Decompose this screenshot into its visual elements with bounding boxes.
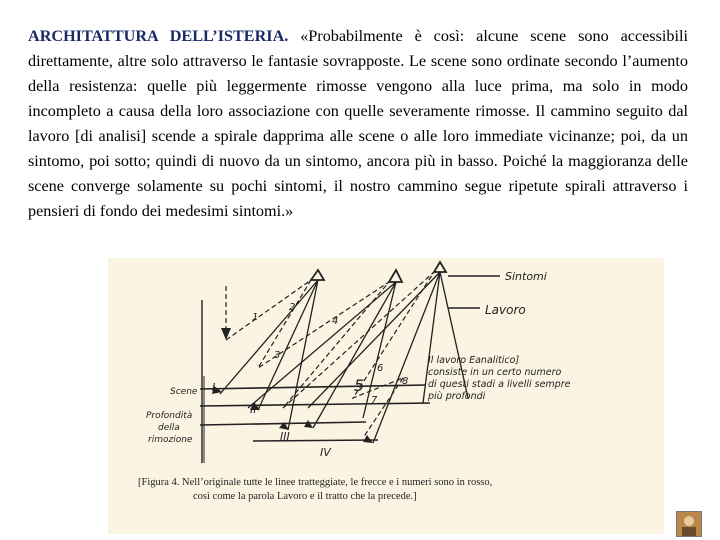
note-line-4: più profondi — [428, 391, 486, 402]
portrait-icon — [677, 512, 701, 536]
hysteria-diagram — [108, 258, 664, 534]
path-line — [258, 280, 318, 410]
level-line-1 — [200, 385, 426, 389]
numeral-i: I — [212, 381, 216, 394]
numeral-iii: III — [280, 430, 290, 443]
path-line — [220, 280, 318, 394]
label-della: della — [158, 423, 180, 433]
symptom-apex-3 — [434, 262, 446, 272]
note-line-3: di questi stadi a livelli sempre — [428, 379, 571, 390]
symptom-apex-2 — [389, 270, 402, 282]
level-line-2 — [200, 403, 430, 406]
dashed-paths — [226, 272, 434, 438]
path-number-6: 6 — [377, 363, 384, 374]
depth-levels — [200, 385, 430, 441]
label-profondita: Profondità — [146, 411, 193, 421]
note-line-2: consiste in un certo numero — [428, 367, 562, 378]
path-number-8: 8 — [402, 376, 409, 387]
legend-lavoro: Lavoro — [485, 303, 526, 317]
symptom-apex-1 — [311, 270, 324, 280]
path-number-2: 2 — [289, 302, 296, 313]
path-number-3: 3 — [274, 350, 281, 361]
caption-line-1: [Figura 4. Nell’originale tutte le linee tratteggiate, le frecce e i numeri sono in rosso, — [138, 477, 493, 488]
dashed-line — [363, 378, 403, 438]
path-number-4: 4 — [332, 316, 339, 327]
paragraph-text: «Probabilmente è così: alcune scene sono accessibili direttamente, altre solo attraverso le fantasie sovrapposte. Le scene sono ordinate secondo l’aumento della resistenza: quelle più leggermente rimosse vengono alla luce prima, ma solo in modo incompleto a causa della loro associazione con quelle severamente rimosse. Il cammino seguito dal lavoro [di analisi] scende a spirale dapprima alle scene o alle loro immediate vicinanze; poi, da un sintomo, poi sotto; quindi di nuovo da un sintomo, ancora più in basso. Poiché la maggioranza delle scene converge solamente su pochi sintomi, il nostro cammino segue ripetute spirali attraverso i pensieri di fondo dei medesimi sintomi.» — [28, 27, 688, 220]
caption-line-2: così come la parola Lavoro e il tratto che la precede.] — [193, 491, 417, 502]
arrow-icon — [304, 420, 313, 428]
path-number-5: 5 — [354, 376, 365, 395]
path-number-1: 1 — [252, 312, 259, 323]
path-number-7: 7 — [371, 395, 378, 406]
arrow-icon — [363, 435, 373, 443]
note-line-1: Il lavoro Eanalitico] — [428, 355, 520, 366]
numeral-iv: IV — [320, 446, 331, 459]
label-scene: Scene — [170, 387, 198, 397]
figure-caption — [138, 476, 608, 504]
section-title: ARCHITATTURA DELL’ISTERIA. — [28, 27, 289, 45]
numeral-ii: II — [250, 403, 257, 416]
level-line-4 — [253, 440, 378, 441]
speaker-thumbnail — [676, 511, 702, 537]
body-paragraph — [28, 24, 688, 224]
label-rimozione: rimozione — [148, 435, 193, 445]
legend-sintomi: Sintomi — [505, 270, 547, 283]
